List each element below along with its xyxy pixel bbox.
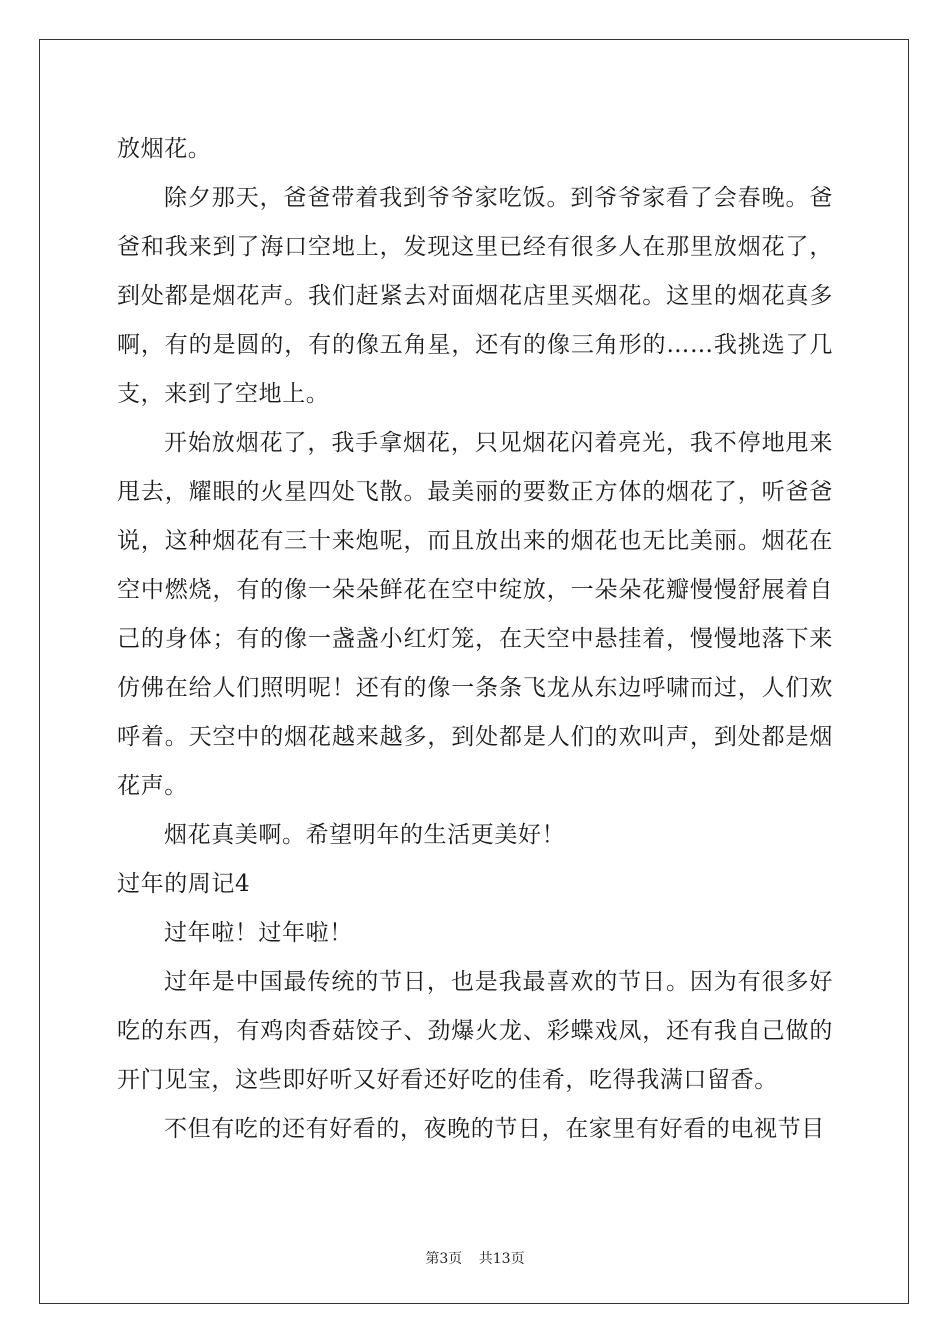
- paragraph-1: 放烟花。: [117, 136, 212, 162]
- page-total: 共13页: [478, 1251, 525, 1267]
- paragraph-7: 不但有吃的还有好看的，夜晚的节日，在家里有好看的电视节目: [164, 1116, 825, 1142]
- page-number: 第3页: [425, 1251, 463, 1267]
- paragraph-2: 除夕那天，爸爸带着我到爷爷家吃饭。到爷爷家看了会春晚。爸爸和我来到了海口空地上，发现这里已经有很多人在那里放烟花了，到处都是烟花声。我们赶紧去对面烟花店里买烟花。这里的烟花真多啊，有的是圆的，有的像五角星，还有的像三角形的……我挑选了几支，来到了空地上。: [117, 185, 833, 407]
- paragraph-5: 过年啦！过年啦！: [164, 920, 353, 946]
- paragraph-3: 开始放烟花了，我手拿烟花，只见烟花闪着亮光，我不停地甩来甩去，耀眼的火星四处飞散。最美丽的要数正方体的烟花了，听爸爸说，这种烟花有三十来炮呢，而且放出来的烟花也无比美丽。烟花在空中燃烧，有的像一朵朵鲜花在空中绽放，一朵朵花瓣慢慢舒展着自己的身体；有的像一盏盏小红灯笼，在天空中悬挂着，慢慢地落下来仿佛在给人们照明呢！还有的像一条条飞龙从东边呼啸而过，人们欢呼着。天空中的烟花越来越多，到处都是人们的欢叫声，到处都是烟花声。: [117, 430, 833, 799]
- page-footer: [0, 1248, 950, 1268]
- document-body: [117, 125, 833, 1154]
- section-heading: 过年的周记4: [117, 871, 251, 897]
- paragraph-6: 过年是中国最传统的节日，也是我最喜欢的节日。因为有很多好吃的东西，有鸡肉香菇饺子、劲爆火龙、彩蝶戏凤，还有我自己做的开门见宝，这些即好听又好看还好吃的佳肴，吃得我满口留香。: [117, 969, 833, 1093]
- paragraph-4: 烟花真美啊。希望明年的生活更美好！: [164, 822, 566, 848]
